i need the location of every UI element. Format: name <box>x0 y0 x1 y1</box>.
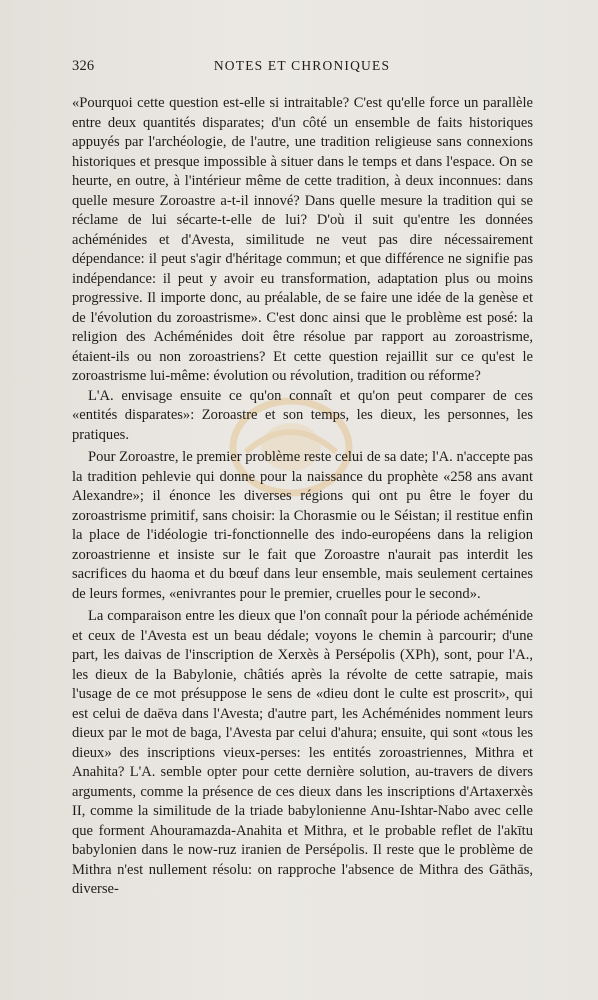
page-number: 326 <box>72 58 95 74</box>
paragraph-3: Pour Zoroastre, le premier problème reste celui de sa date; l'A. n'accepte pas la tradition pehlevie qui donne pour la naissance du prophète «258 ans avant Alexandre»; il énonce les diverses régions qui ont pu être le foyer du zoroastrisme primitif, sans choisir: la Chorasmie ou le Séistan; il restitue enfin la place de l'idéologie tri-fonctionnelle des indo-européens dans la religion zoroastrienne et insiste sur le fait que Zoroastre n'aurait pas interdit les sacrifices du haoma et du bœuf dans leur ensemble, mais seulement certaines de leurs formes, «enivrantes pour le premier, cruelles pour le second». <box>72 449 533 602</box>
running-title: NOTES ET CHRONIQUES <box>213 58 391 73</box>
paragraph-4: La comparaison entre les dieux que l'on connaît pour la période achéménide et ceux de l'Avesta est un beau dédale; voyons le chemin à parcourir; d'une part, les daivas de l'inscription de Xerxès à Persépolis (XPh), sont, pour l'A., les dieux de la Babylonie, châtiés après la révolte de cette satrapie, mais l'usage de ce mot présuppose le sens de «dieu dont le culte est proscrit», qui est celui de daēva dans l'Avesta; d'autre part, les Achéménides nomment leurs dieux par le mot de baga, l'Avesta par celui d'ahura; ensuite, qui sont «tous les dieux» des inscriptions vieux-perses: les entités zoroastriennes, Mithra et Anahita? L'A. semble opter pour cette dernière solution, au-travers de divers arguments, comme la présence de ces dieux dans les inscriptions d'Artaxerxès II, comme la similitude de la triade babylonienne Anu-Ishtar-Nabo avec celle que forment Ahouramazda-Anahita et Mithra, et le probable reflet de l'akītu babylonien dans le now-ruz iranien de Persépolis. Il reste que le problème de Mithra n'est nullement résolu: on rapproche l'absence de Mithra des Gāthās, diverse- <box>72 608 533 897</box>
page-header <box>72 58 532 80</box>
paragraph-1: «Pourquoi cette question est-elle si intraitable? C'est qu'elle force un parallèle entre deux quantités disparates; d'un côté un ensemble de faits historiques appuyés par l'archéologie, de l'autre, une tradition religieuse sans connexions historiques et presque impossible à situer dans le temps et dans l'espace. On se heurte, en outre, à l'intérieur même de cette tradition, à deux inconnues: dans quelle mesure Zoroastre a-t-il innové? Dans quelle mesure la tradition qui se réclame de lui sécarte-t-elle de lui? D'où il suit qu'entre les données achéménides et d'Avesta, similitude ne veut pas dire nécessairement dépendance: il peut s'agir d'héritage commun; et que différence ne signifie pas indépendance: il peut y avoir eu transformation, adaptation plus ou moins progressive. Il importe donc, au préalable, de se faire une idée de la genèse et de l'évolution du zoroastrisme». C'est donc ainsi que le problème est posé: la religion des Achéménides doit être résolue par rapport au zoroastrisme, étaient-ils ou non zoroastriens? Et cette question rejaillit sur ce qu'est le zoroastrisme lui-même: évolution ou révolution, tradition ou réforme? <box>72 95 533 384</box>
paragraph-2: L'A. envisage ensuite ce qu'on connaît et qu'on peut comparer de ces «entités disparates»: Zoroastre et son temps, les dieux, les personnes, les pratiques. <box>72 387 533 443</box>
article-body <box>72 94 533 900</box>
